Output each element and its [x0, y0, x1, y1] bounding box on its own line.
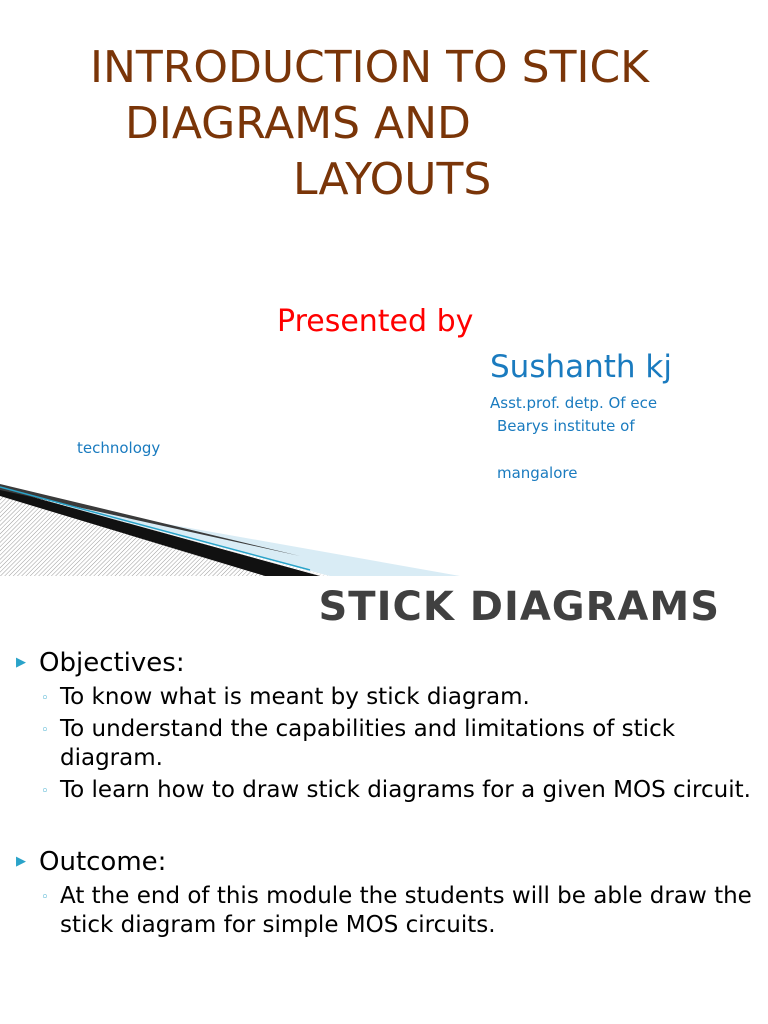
section-heading-text: Objectives: — [39, 648, 185, 678]
title-line-1: INTRODUCTION TO STICK — [90, 42, 650, 93]
list-item-text: To know what is meant by stick diagram. — [60, 684, 530, 710]
content-slide — [0, 576, 768, 1024]
list-item — [0, 683, 768, 712]
affiliation-line-2: Bearys institute of — [497, 417, 635, 435]
list-item-text: To learn how to draw stick diagrams for a given MOS circuit. — [60, 777, 751, 803]
presenter-name: Sushanth kj — [490, 349, 672, 385]
list-item-text: At the end of this module the students will be able draw the stick diagram for simple MOS circuits. — [60, 883, 752, 938]
section-heading-objectives — [0, 646, 768, 680]
section-heading-outcome — [0, 845, 768, 879]
circle-bullet-icon: ◦ — [41, 691, 49, 706]
circle-bullet-icon: ◦ — [41, 784, 49, 799]
triangle-bullet-icon: ▶ — [16, 854, 26, 869]
circle-bullet-icon: ◦ — [41, 890, 49, 905]
list-item — [0, 715, 768, 773]
list-item-text: To understand the capabilities and limitations of stick diagram. — [60, 716, 676, 771]
title-line-3: LAYOUTS — [293, 154, 492, 205]
section-heading-text: Outcome: — [39, 847, 167, 877]
list-item — [0, 882, 768, 940]
list-item — [0, 776, 768, 805]
title-line-2: DIAGRAMS AND — [125, 98, 471, 149]
slide-body — [0, 646, 768, 940]
triangle-bullet-icon: ▶ — [16, 655, 26, 670]
affiliation-line-3: technology — [77, 439, 161, 457]
presented-by-label: Presented by — [277, 304, 474, 339]
circle-bullet-icon: ◦ — [41, 723, 49, 738]
decorative-swoosh — [0, 470, 768, 576]
slide-heading: STICK DIAGRAMS — [318, 584, 720, 630]
affiliation-line-4: mangalore — [497, 464, 578, 482]
affiliation-line-1: Asst.prof. detp. Of ece — [490, 394, 658, 412]
